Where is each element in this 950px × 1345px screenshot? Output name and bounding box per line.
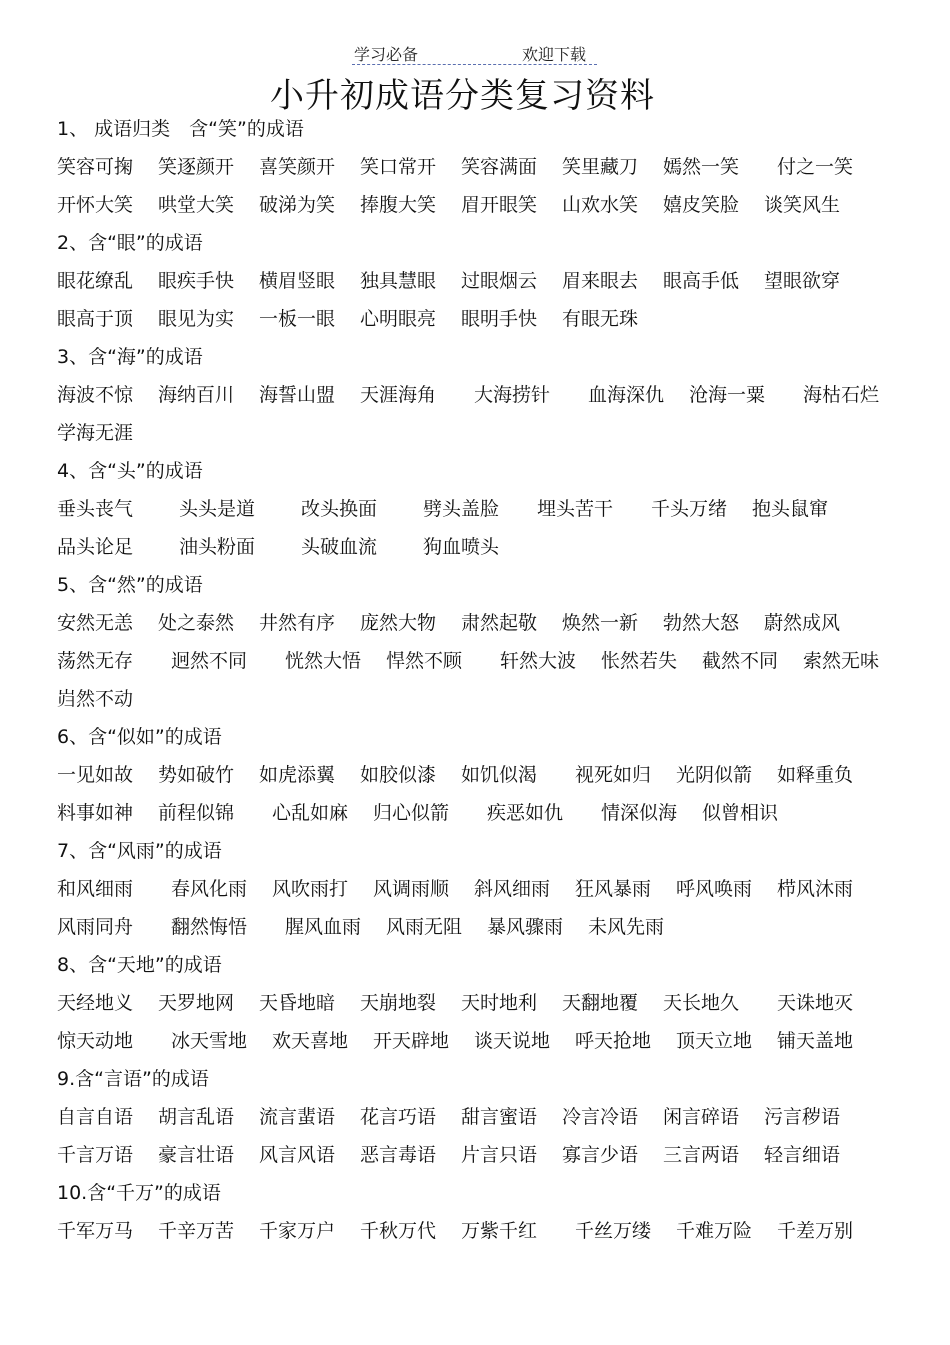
idiom-item: 油头粉面 (179, 536, 256, 558)
idiom-item: 斜风细雨 (474, 878, 551, 900)
idiom-item: 沧海一粟 (689, 384, 766, 406)
idiom-row (57, 1138, 917, 1176)
idiom-item: 天时地利 (461, 992, 538, 1014)
idiom-item: 天诛地灭 (777, 992, 854, 1014)
idiom-item: 笑逐颜开 (158, 156, 235, 178)
idiom-item: 恶言毒语 (360, 1144, 437, 1166)
idiom-item: 千难万险 (676, 1220, 753, 1242)
idiom-item: 情深似海 (601, 802, 678, 824)
idiom-item: 天经地义 (57, 992, 134, 1014)
idiom-item: 眼见为实 (158, 308, 235, 330)
idiom-item: 胡言乱语 (158, 1106, 235, 1128)
idiom-item: 似曾相识 (702, 802, 779, 824)
idiom-item: 有眼无珠 (562, 308, 639, 330)
idiom-row (57, 1024, 917, 1062)
idiom-item: 归心似箭 (373, 802, 450, 824)
idiom-item: 惊天动地 (57, 1030, 134, 1052)
idiom-item: 捧腹大笑 (360, 194, 437, 216)
idiom-row (57, 872, 917, 910)
idiom-item: 改头换面 (301, 498, 378, 520)
idiom-item: 笑口常开 (360, 156, 437, 178)
idiom-item: 万紫千红 (461, 1220, 538, 1242)
idiom-item: 井然有序 (259, 612, 336, 634)
idiom-row (57, 150, 917, 188)
idiom-item: 千头万绪 (651, 498, 728, 520)
idiom-item: 谈笑风生 (764, 194, 841, 216)
idiom-item: 自言自语 (57, 1106, 134, 1128)
idiom-item: 望眼欲穿 (764, 270, 841, 292)
idiom-item: 片言只语 (461, 1144, 538, 1166)
idiom-item: 喜笑颜开 (259, 156, 336, 178)
idiom-item: 天罗地网 (158, 992, 235, 1014)
idiom-item: 勃然大怒 (663, 612, 740, 634)
idiom-item: 独具慧眼 (360, 270, 437, 292)
idiom-item: 海誓山盟 (259, 384, 336, 406)
idiom-item: 势如破竹 (158, 764, 235, 786)
idiom-item: 千言万语 (57, 1144, 134, 1166)
page-header (352, 40, 597, 65)
idiom-item: 头头是道 (179, 498, 256, 520)
idiom-item: 谈天说地 (474, 1030, 551, 1052)
idiom-item: 抱头鼠窜 (752, 498, 829, 520)
section-heading: 9.含“言语”的成语 (57, 1068, 209, 1090)
idiom-item: 蔚然成风 (764, 612, 841, 634)
idiom-item: 索然无味 (803, 650, 880, 672)
idiom-item: 嫣然一笑 (663, 156, 740, 178)
idiom-item: 截然不同 (702, 650, 779, 672)
idiom-item: 如释重负 (777, 764, 854, 786)
section-heading: 5、含“然”的成语 (57, 574, 203, 596)
section-heading: 1、 成语归类 含“笑”的成语 (57, 118, 304, 140)
section-heading: 3、含“海”的成语 (57, 346, 203, 368)
idiom-item: 横眉竖眼 (259, 270, 336, 292)
idiom-item: 天昏地暗 (259, 992, 336, 1014)
idiom-item: 千秋万代 (360, 1220, 437, 1242)
idiom-item: 一见如故 (57, 764, 134, 786)
section-heading: 7、含“风雨”的成语 (57, 840, 222, 862)
idiom-item: 嬉皮笑脸 (663, 194, 740, 216)
idiom-item: 和风细雨 (57, 878, 134, 900)
idiom-item: 血海深仇 (588, 384, 665, 406)
idiom-item: 心明眼亮 (360, 308, 437, 330)
idiom-row (57, 796, 917, 834)
idiom-item: 眼高于顶 (57, 308, 134, 330)
idiom-item: 处之泰然 (158, 612, 235, 634)
document-title: 小升初成语分类复习资料 (270, 76, 655, 116)
idiom-item: 眼花缭乱 (57, 270, 134, 292)
idiom-item: 狂风暴雨 (575, 878, 652, 900)
idiom-item: 海纳百川 (158, 384, 235, 406)
idiom-item: 山欢水笑 (562, 194, 639, 216)
section-heading: 4、含“头”的成语 (57, 460, 203, 482)
idiom-item: 笑里藏刀 (562, 156, 639, 178)
idiom-item: 品头论足 (57, 536, 134, 558)
idiom-item: 花言巧语 (360, 1106, 437, 1128)
idiom-item: 未风先雨 (588, 916, 665, 938)
idiom-item: 翻然悔悟 (171, 916, 248, 938)
idiom-item: 风吹雨打 (272, 878, 349, 900)
idiom-item: 千差万别 (777, 1220, 854, 1242)
idiom-item: 哄堂大笑 (158, 194, 235, 216)
idiom-sections (57, 112, 917, 1252)
idiom-item: 安然无恙 (57, 612, 134, 634)
idiom-item: 如胶似漆 (360, 764, 437, 786)
idiom-item: 岿然不动 (57, 688, 134, 710)
idiom-item: 甜言蜜语 (461, 1106, 538, 1128)
idiom-item: 腥风血雨 (285, 916, 362, 938)
idiom-item: 铺天盖地 (777, 1030, 854, 1052)
idiom-row (57, 302, 917, 340)
idiom-item: 风雨无阻 (386, 916, 463, 938)
idiom-item: 寡言少语 (562, 1144, 639, 1166)
idiom-item: 破涕为笑 (259, 194, 336, 216)
idiom-item: 笑容可掬 (57, 156, 134, 178)
idiom-item: 庞然大物 (360, 612, 437, 634)
idiom-row (57, 758, 917, 796)
idiom-item: 如饥似渴 (461, 764, 538, 786)
idiom-row (57, 416, 917, 454)
idiom-item: 大海捞针 (474, 384, 551, 406)
idiom-item: 海枯石烂 (803, 384, 880, 406)
idiom-item: 天翻地覆 (562, 992, 639, 1014)
idiom-item: 呼风唤雨 (676, 878, 753, 900)
idiom-item: 冰天雪地 (171, 1030, 248, 1052)
idiom-item: 开怀大笑 (57, 194, 134, 216)
idiom-item: 过眼烟云 (461, 270, 538, 292)
header-right-text: 欢迎下载 (522, 45, 587, 64)
idiom-item: 肃然起敬 (461, 612, 538, 634)
idiom-item: 冷言冷语 (562, 1106, 639, 1128)
header-left-text: 学习必备 (354, 45, 419, 64)
idiom-item: 头破血流 (301, 536, 378, 558)
idiom-item: 眼高手低 (663, 270, 740, 292)
idiom-item: 污言秽语 (764, 1106, 841, 1128)
idiom-row (57, 1100, 917, 1138)
idiom-item: 光阴似箭 (676, 764, 753, 786)
idiom-item: 暴风骤雨 (487, 916, 564, 938)
idiom-item: 风调雨顺 (373, 878, 450, 900)
idiom-item: 顶天立地 (676, 1030, 753, 1052)
idiom-item: 千辛万苦 (158, 1220, 235, 1242)
idiom-item: 眉开眼笑 (461, 194, 538, 216)
idiom-item: 恍然大悟 (285, 650, 362, 672)
idiom-item: 流言蜚语 (259, 1106, 336, 1128)
idiom-row (57, 644, 917, 682)
idiom-item: 天崩地裂 (360, 992, 437, 1014)
idiom-row (57, 530, 917, 568)
idiom-item: 付之一笑 (777, 156, 854, 178)
idiom-item: 轻言细语 (764, 1144, 841, 1166)
idiom-item: 眉来眼去 (562, 270, 639, 292)
idiom-item: 海波不惊 (57, 384, 134, 406)
idiom-row (57, 1214, 917, 1252)
idiom-item: 一板一眼 (259, 308, 336, 330)
section-heading: 2、含“眼”的成语 (57, 232, 203, 254)
idiom-item: 豪言壮语 (158, 1144, 235, 1166)
idiom-item: 眼疾手快 (158, 270, 235, 292)
idiom-item: 料事如神 (57, 802, 134, 824)
idiom-item: 三言两语 (663, 1144, 740, 1166)
idiom-row (57, 188, 917, 226)
idiom-item: 怅然若失 (601, 650, 678, 672)
idiom-item: 埋头苦干 (537, 498, 614, 520)
idiom-row (57, 986, 917, 1024)
idiom-item: 眼明手快 (461, 308, 538, 330)
idiom-item: 心乱如麻 (272, 802, 349, 824)
idiom-item: 天长地久 (663, 992, 740, 1014)
idiom-item: 风言风语 (259, 1144, 336, 1166)
idiom-item: 栉风沐雨 (777, 878, 854, 900)
idiom-item: 开天辟地 (373, 1030, 450, 1052)
idiom-item: 风雨同舟 (57, 916, 134, 938)
idiom-item: 学海无涯 (57, 422, 134, 444)
idiom-item: 视死如归 (575, 764, 652, 786)
idiom-row (57, 264, 917, 302)
section-heading: 8、含“天地”的成语 (57, 954, 222, 976)
section-heading: 6、含“似如”的成语 (57, 726, 222, 748)
idiom-item: 悍然不顾 (386, 650, 463, 672)
idiom-item: 如虎添翼 (259, 764, 336, 786)
idiom-item: 垂头丧气 (57, 498, 134, 520)
idiom-item: 焕然一新 (562, 612, 639, 634)
idiom-item: 春风化雨 (171, 878, 248, 900)
idiom-row (57, 606, 917, 644)
idiom-row (57, 682, 917, 720)
idiom-item: 千家万户 (259, 1220, 336, 1242)
idiom-item: 前程似锦 (158, 802, 235, 824)
idiom-item: 笑容满面 (461, 156, 538, 178)
idiom-row (57, 378, 917, 416)
section-heading: 10.含“千万”的成语 (57, 1182, 221, 1204)
idiom-row (57, 910, 917, 948)
idiom-item: 闲言碎语 (663, 1106, 740, 1128)
idiom-item: 天涯海角 (360, 384, 437, 406)
idiom-item: 呼天抢地 (575, 1030, 652, 1052)
idiom-item: 狗血喷头 (423, 536, 500, 558)
idiom-item: 欢天喜地 (272, 1030, 349, 1052)
idiom-row (57, 492, 917, 530)
idiom-item: 荡然无存 (57, 650, 134, 672)
idiom-item: 千军万马 (57, 1220, 134, 1242)
idiom-item: 迥然不同 (171, 650, 248, 672)
idiom-item: 劈头盖脸 (423, 498, 500, 520)
idiom-item: 疾恶如仇 (487, 802, 564, 824)
idiom-item: 轩然大波 (500, 650, 577, 672)
idiom-item: 千丝万缕 (575, 1220, 652, 1242)
